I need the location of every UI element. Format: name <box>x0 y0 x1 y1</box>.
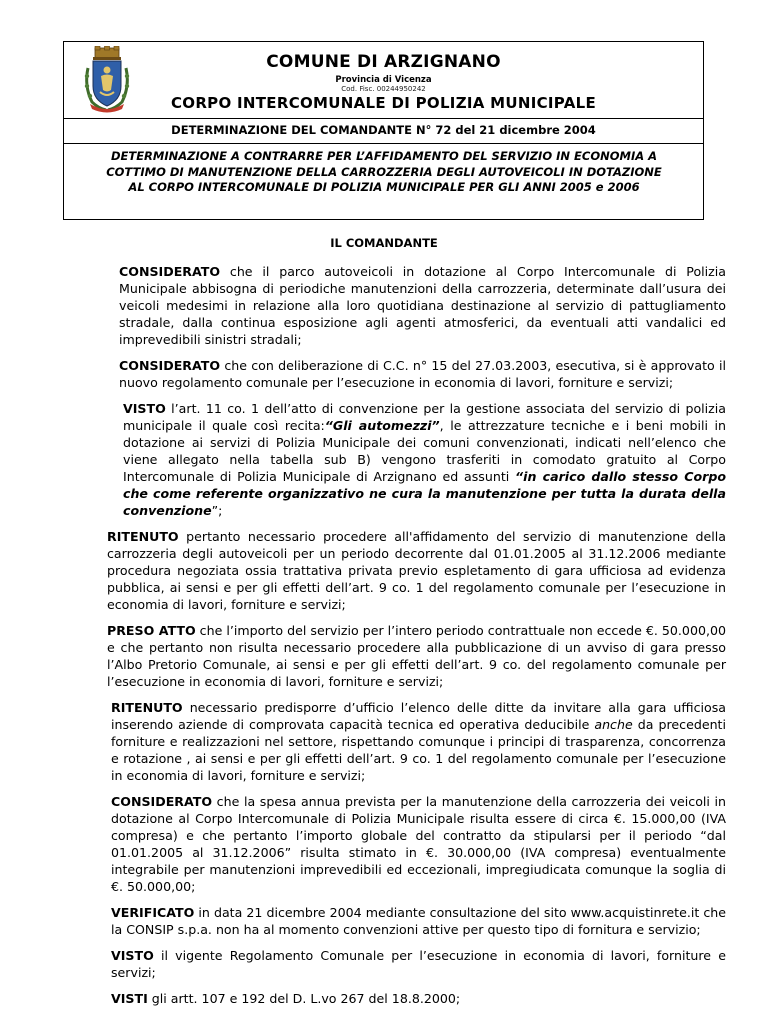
paragraph-text: ”; <box>211 503 223 518</box>
paragraph-preso-atto <box>63 622 726 690</box>
subject-row <box>64 143 703 219</box>
paragraph-text: in data 21 dicembre 2004 mediante consultazione del sito www.acquistinrete.it che la CONSIP s.p.a. non ha al momento convenzioni attive per questo tipo di fornitura e servizio; <box>111 905 726 937</box>
paragraph-keyword: VISTI <box>111 991 148 1006</box>
paragraph-text: il vigente Regolamento Comunale per l’esecuzione in economia di lavori, forniture e servizi; <box>111 948 726 980</box>
determination-row <box>64 118 703 144</box>
paragraph-keyword: RITENUTO <box>107 529 179 544</box>
section-heading: IL COMANDANTE <box>330 236 438 250</box>
header-box <box>63 41 704 220</box>
paragraph-keyword: VISTO <box>111 948 154 963</box>
paragraph-keyword: CONSIDERATO <box>119 358 221 373</box>
paragraph-visto-2 <box>63 947 726 981</box>
determination-number: DETERMINAZIONE DEL COMANDANTE N° 72 del 21 dicembre 2004 <box>171 123 596 137</box>
municipality-title: COMUNE DI ARZIGNANO <box>266 52 501 72</box>
paragraph-considerato-1 <box>63 263 726 348</box>
paragraph-text: che il parco autoveicoli in dotazione al Corpo Intercomunale di Polizia Municipale abbisogna di periodiche manutenzioni della carrozzeria, determinate dall’usura dei veicoli medesimi in relazione alla loro quotidiana destinazione al servizio di pattugliamento stradale, dalla continua esposizione agli agenti atmosferici, da eventuali atti vandalici ed imprevedibili sinistri stradali; <box>119 264 726 347</box>
province-label: Provincia di Vicenza <box>335 75 432 85</box>
paragraph-text: pertanto necessario procedere all'affidamento del servizio di manutenzione della carrozzeria degli autoveicoli per un periodo decorrente dal 01.01.2005 al 31.12.2006 mediante procedura negoziata ossia trattativa privata previo espletamento di gara ufficiosa ad evidenza pubblica, ai sensi e per gli effetti dell’art. 9 co. 1 del regolamento comunale per l’esecuzione in economia di lavori, forniture e servizi; <box>107 529 726 612</box>
tax-code: Cod. Fisc. 00244950242 <box>341 85 426 93</box>
emphasis-text: anche <box>594 717 633 732</box>
paragraph-text: che la spesa annua prevista per la manutenzione della carrozzeria dei veicoli in dotazione al Corpo Intercomunale di Polizia Municipale risulta essere di circa €. 15.000,00 (IVA compresa) e che pertanto l’importo globale del contratto da stipularsi per il periodo “dal 01.01.2005 al 31.12.2006” risulta stimato in €. 30.000,00 (IVA compresa) eventualmente integrabile per manutenzioni imprevedibili ed eccezionali, impregiudicata comunque la soglia di €. 50.000,00; <box>111 794 726 894</box>
document-subject: DETERMINAZIONE A CONTRARRE PER L’AFFIDAMENTO DEL SERVIZIO IN ECONOMIA A COTTIMO DI MANUTENZIONE DELLA CARROZZERIA DEGLI AUTOVEICOLI IN DOTAZIONE AL CORPO INTERCOMUNALE DI POLIZIA MUNICIPALE PER GLI ANNI 2005 e 2006 <box>106 149 662 194</box>
document-body <box>63 263 726 1016</box>
paragraph-keyword: CONSIDERATO <box>119 264 221 279</box>
paragraph-visti <box>63 990 726 1007</box>
paragraph-text: , le attrezzature tecniche e i beni mobili in dotazione ai servizi di Polizia Municipale dei comuni convenzionati, indicati nell’elenco che viene allegato nella tabella sub B) vengono trasferiti in comodato gratuito al Corpo Intercomunale di Polizia Municipale di Arzignano ed assunti <box>123 418 726 484</box>
paragraph-text: necessario predisporre d’ufficio l’elenco delle ditte da invitare alla gara ufficiosa inserendo aziende di comprovata capacità tecnica ed operativa deducibile <box>111 700 726 732</box>
quoted-text: “in carico dallo stesso Corpo che come referente organizzativo ne cura la manutenzione per tutta la durata della convenzione <box>123 469 726 518</box>
paragraph-considerato-2 <box>63 357 726 391</box>
paragraph-considerato-3 <box>63 793 726 895</box>
quoted-text: “Gli automezzi” <box>324 418 440 433</box>
header-masthead <box>64 42 703 119</box>
paragraph-text: gli artt. 107 e 192 del D. L.vo 267 del 18.8.2000; <box>147 991 461 1006</box>
paragraph-verificato <box>63 904 726 938</box>
paragraph-text: da precedenti forniture e realizzazioni nel settore, rispettando comunque i principi di trasparenza, concorrenza e rotazione , ai sensi e per gli effetti dell’art. 9 co. 1 del regolamento comunale per l’esecuzione in economia di lavori, forniture e servizi; <box>111 717 726 783</box>
paragraph-visto-1 <box>63 400 726 519</box>
paragraph-keyword: CONSIDERATO <box>111 794 213 809</box>
paragraph-ritenuto-1 <box>63 528 726 613</box>
paragraph-keyword: VERIFICATO <box>111 905 195 920</box>
paragraph-text: che l’importo del servizio per l’intero periodo contrattuale non eccede €. 50.000,00 e che pertanto non risulta necessario procedere alla pubblicazione di un avviso di gara presso l’Albo Pretorio Comunale, ai sensi e per gli effetti dell’art. 9 co. del regolamento comunale per l’esecuzione in economia di lavori, forniture e servizi; <box>107 623 726 689</box>
paragraph-keyword: VISTO <box>123 401 166 416</box>
paragraph-keyword: RITENUTO <box>111 700 183 715</box>
paragraph-keyword: PRESO ATTO <box>107 623 196 638</box>
paragraph-ritenuto-2 <box>63 699 726 784</box>
paragraph-text: che con deliberazione di C.C. n° 15 del 27.03.2003, esecutiva, si è approvato il nuovo regolamento comunale per l’esecuzione in economia di lavori, forniture e servizi; <box>119 358 726 390</box>
paragraph-text: l’art. 11 co. 1 dell’atto di convenzione per la gestione associata del servizio di polizia municipale il quale così recita: <box>123 401 726 433</box>
department-title: CORPO INTERCOMUNALE DI POLIZIA MUNICIPALE <box>170 94 597 112</box>
